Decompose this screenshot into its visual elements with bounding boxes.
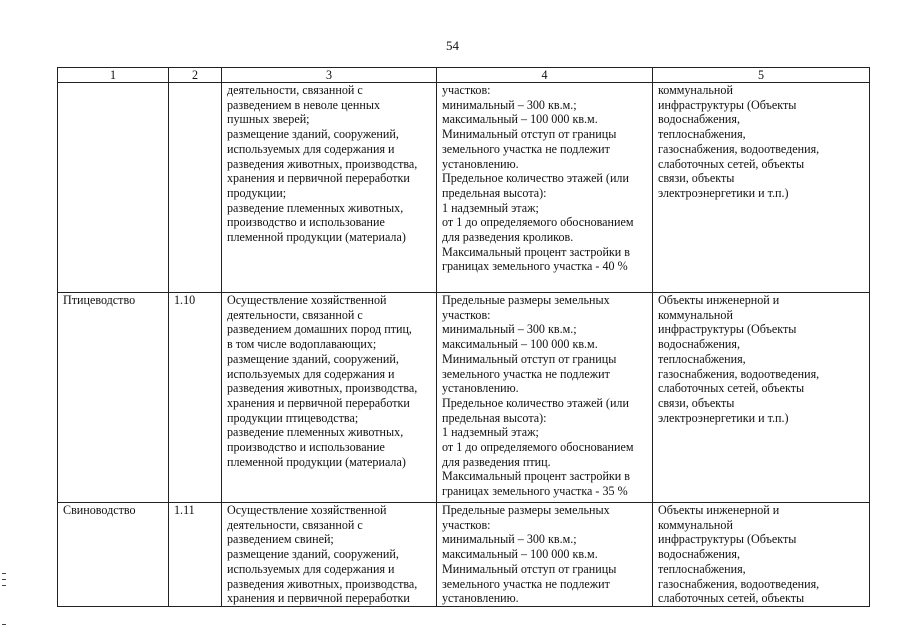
header-col-2: 2: [169, 68, 222, 83]
row-name: Свиноводство: [58, 503, 169, 607]
row-description: Осуществление хозяйственной деятельности, связанной с разведением домашних пород птиц, в том числе водоплавающих; размещение зданий, сооружений, используемых для содержания и разведения животных, производства, хранения и первичной переработки продукции птицеводства; разведение племенных животных, производство и использование племенной продукции (материала): [222, 293, 437, 503]
row-code: 1.10: [169, 293, 222, 503]
row-parameters: участков: минимальный – 300 кв.м.; максимальный – 100 000 кв.м. Минимальный отступ от границы земельного участка не подлежит установлению. Предельное количество этажей (или предельная высота): 1 надземный этаж; от 1 до определяемого обоснованием для разведения кроликов. Максимальный процент застройки в границах земельного участка - 40 %: [437, 83, 653, 293]
header-col-5: 5: [653, 68, 870, 83]
row-code: [169, 83, 222, 293]
table-row: [58, 503, 870, 607]
page-number: 54: [446, 38, 459, 53]
row-parameters: Предельные размеры земельных участков: минимальный – 300 кв.м.; максимальный – 100 000 кв.м. Минимальный отступ от границы земельного участка не подлежит установлению. Предельное количество этажей (или предельная высота): 1 надземный этаж; от 1 до определяемого обоснованием для разведения птиц. Максимальный процент застройки в границах земельного участка - 35 %: [437, 293, 653, 503]
header-col-4: 4: [437, 68, 653, 83]
header-col-3: 3: [222, 68, 437, 83]
row-description: деятельности, связанной с разведением в неволе ценных пушных зверей; размещение зданий, сооружений, используемых для содержания и разведения животных, производства, хранения и первичной переработки продукции; разведение племенных животных, производство и использование племенной продукции (материала): [222, 83, 437, 293]
row-name: [58, 83, 169, 293]
scan-margin-mark: [2, 585, 6, 586]
table-row: [58, 293, 870, 503]
table-row: [58, 83, 870, 293]
row-infrastructure: Объекты инженерной и коммунальной инфраструктуры (Объекты водоснабжения, теплоснабжения, газоснабжения, водоотведения, слаботочных сетей, объекты: [653, 503, 870, 607]
row-parameters: Предельные размеры земельных участков: минимальный – 300 кв.м.; максимальный – 100 000 кв.м. Минимальный отступ от границы земельного участка не подлежит установлению.: [437, 503, 653, 607]
header-col-1: 1: [58, 68, 169, 83]
table-header-row: [58, 68, 870, 83]
land-use-table: [57, 67, 870, 607]
row-name: Птицеводство: [58, 293, 169, 503]
row-infrastructure: коммунальной инфраструктуры (Объекты водоснабжения, теплоснабжения, газоснабжения, водоотведения, слаботочных сетей, объекты связи, объекты электроэнергетики и т.п.): [653, 83, 870, 293]
scan-margin-mark: [2, 573, 6, 574]
scan-margin-mark: [2, 624, 6, 625]
row-description: Осуществление хозяйственной деятельности, связанной с разведением свиней; размещение зданий, сооружений, используемых для содержания и разведения животных, производства, хранения и первичной переработки: [222, 503, 437, 607]
row-infrastructure: Объекты инженерной и коммунальной инфраструктуры (Объекты водоснабжения, теплоснабжения, газоснабжения, водоотведения, слаботочных сетей, объекты связи, объекты электроэнергетики и т.п.): [653, 293, 870, 503]
scan-margin-mark: [2, 579, 6, 580]
row-code: 1.11: [169, 503, 222, 607]
